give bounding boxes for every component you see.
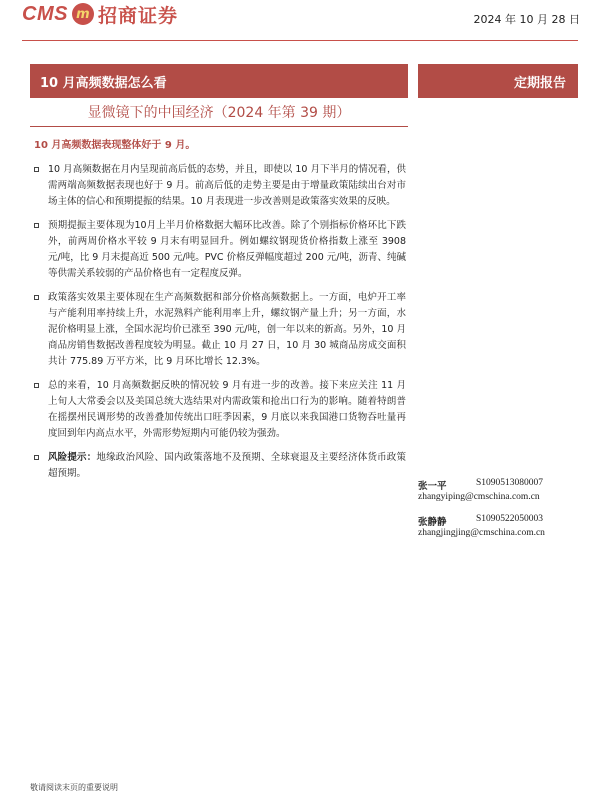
logo-cms-text: CMS [22,2,68,25]
analyst-email[interactable]: zhangjingjing@cmschina.com.cn [418,528,545,538]
risk-warning-label: 风险提示： [48,452,97,463]
bullet-item [34,162,406,210]
analyst-license-id: S1090513080007 [476,478,544,488]
analyst-row [418,478,588,492]
bullet-text: 总的来看，10 月高频数据反映的情况较 9 月有进一步的改善。接下来应关注 11 月上旬人大常委会以及美国总统大选结果对内需政策和抢出口行为的影响。随着特朗普在摇摆州民调形势的改善叠加传统出口旺季因素，9 月底以来我国港口货物吞吐量再度回到年内高点水平，外需形势短期内可能仍较为强劲。 [48,380,406,439]
summary-line: 10 月高频数据表现整体好于 9 月。 [34,140,196,151]
page-header [0,0,600,40]
square-bullet-icon [34,223,39,228]
subtitle-divider [30,126,408,127]
square-bullet-icon [34,167,39,172]
analyst-license-id: S1090522050003 [476,514,544,524]
bullet-item [34,290,406,370]
bullet-text: 10 月高频数据在月内呈现前高后低的态势，并且，即使以 10 月下半月的情况看，供需两端高频数据表现也好于 9 月。前高后低的走势主要是由于增量政策陆续出台对市场主体的信心和预期提振的结果。10 月表现进一步改善则是政策落实效果的反映。 [48,164,406,207]
analyst-block [418,478,588,550]
square-bullet-icon [34,295,39,300]
report-subtitle: 显微镜下的中国经济（2024 年第 39 期） [87,105,351,121]
bullet-text: 预期提振主要体现为10月上半月价格数据大幅环比改善。除了个别指标价格环比下跌外，前两周价格水平较 9 月末有明显回升。例如螺纹钢现货价格指数上涨至 3908 元/吨，比 9 月末提高近 500 元/吨。PVC 价格反弹幅度超过 200 元/吨，沥青、纯碱等供需关系较弱的产品价格也有一定程度反弹。 [48,220,406,279]
logo-company-name: 招商证券 [97,4,178,27]
square-bullet-icon [34,455,39,460]
bullet-text: 政策落实效果主要体现在生产高频数据和部分价格高频数据上。一方面，电炉开工率与产能利用率持续上升，水泥熟料产能利用率上升，螺纹钢产量上升；另一方面，水泥价格明显上涨，全国水泥均价已涨至 390 元/吨，创一年以来的新高。另外，10 月商品房销售数据改善程度较为明显。截止 10 月 27 日，10 月 30 城商品房成交面积共计 775.89 万平方米，比 9 月环比增长 12.3%。 [48,292,406,367]
footer-disclaimer: 敬请阅读末页的重要说明 [30,783,118,792]
header-divider [22,40,578,41]
analyst-email[interactable]: zhangyiping@cmschina.com.cn [418,492,540,502]
logo-badge-icon: m [72,3,94,25]
title-banner [30,64,408,98]
analyst-name: 张静静 [418,517,447,528]
bullet-item [34,218,406,282]
bullet-item [34,378,406,442]
square-bullet-icon [34,383,39,388]
report-type-banner [418,64,578,98]
risk-warning-text: 地缘政治风险、国内政策落地不及预期、全球衰退及主要经济体货币政策超预期。 [48,452,406,479]
report-title: 10 月高频数据怎么看 [40,76,167,91]
risk-warning-item [34,450,406,482]
analyst-name: 张一平 [418,481,447,492]
analyst-row [418,514,588,528]
cms-logo [22,0,178,28]
report-type-label: 定期报告 [513,76,566,91]
report-date: 2024 年 10 月 28 日 [473,13,580,26]
bullet-list [34,162,406,490]
